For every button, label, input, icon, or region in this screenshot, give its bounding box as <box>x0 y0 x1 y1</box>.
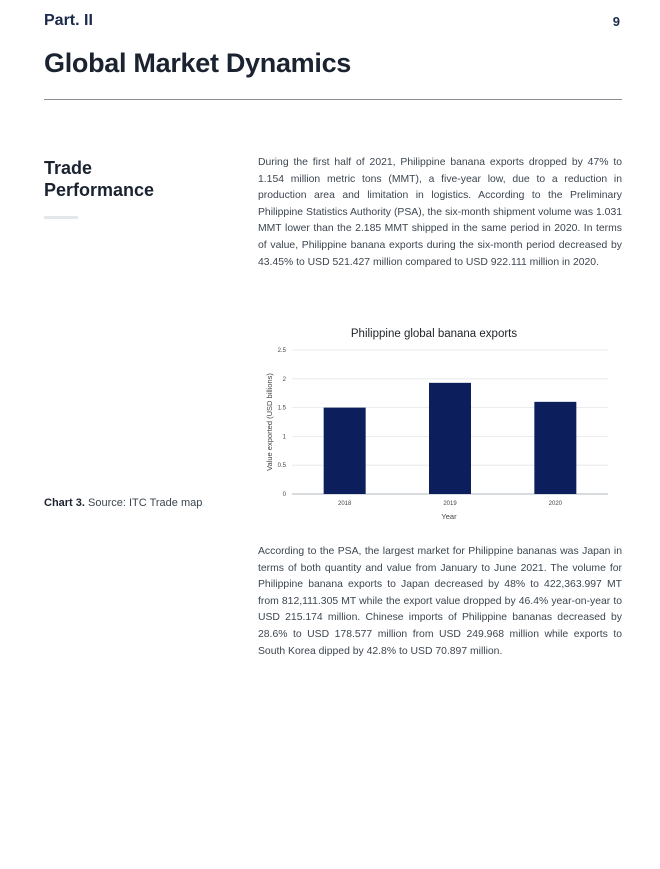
y-tick-label: 0 <box>282 492 286 498</box>
chart-caption <box>44 497 202 509</box>
bar-2019 <box>429 383 471 494</box>
x-tick-label: 2018 <box>337 501 352 507</box>
paragraph-trade-overview: During the first half of 2021, Philippine banana exports dropped by 47% to 1.154 million metric tons (MMT), a five-year low, due to a reduction in production area and limitation in logistics. According to the Preliminary Philippine Statistics Authority (PSA), the six-month shipment volume was 1.031 MMT lower than the 2.185 MMT shipped in the same period in 2020. In terms of value, Philippine banana exports during the six-month period decreased by 43.45% to USD 521.427 million compared to USD 922.111 million in 2020. <box>258 157 622 268</box>
bar-2020 <box>534 402 576 494</box>
y-axis-label: Value exported (USD billions) <box>265 373 274 471</box>
part-label: Part. II <box>44 12 93 29</box>
y-tick-label: 2 <box>282 376 286 383</box>
section-title: Trade Performance <box>44 158 155 200</box>
y-tick-label: 0.5 <box>277 463 286 470</box>
bar-2018 <box>324 408 366 494</box>
chart-caption-label: Chart 3. <box>44 497 85 509</box>
y-tick-label: 2.5 <box>277 348 286 354</box>
x-tick-label: 2019 <box>443 501 457 507</box>
banana-exports-chart <box>258 318 622 528</box>
y-tick-label: 1 <box>282 434 286 441</box>
x-tick-label: 2020 <box>548 501 563 507</box>
page-title: Global Market Dynamics <box>44 48 352 78</box>
y-tick-label: 1.5 <box>277 405 286 412</box>
page-number: 9 <box>612 14 620 29</box>
x-axis-label: Year <box>441 512 457 521</box>
section-accent-bar <box>44 216 78 219</box>
chart-canvas <box>258 318 622 528</box>
title-divider <box>44 99 622 100</box>
chart-caption-source: Source: ITC Trade map <box>88 497 203 509</box>
chart-title: Philippine global banana exports <box>350 328 518 340</box>
paragraph-market-breakdown: According to the PSA, the largest market for Philippine bananas was Japan in terms of both quantity and value from January to June 2021. The volume for Philippine banana exports to Japan decreased by 48% to 422,363.997 MT from 812,111.305 MT while the export value dropped by 46.4% year-on-year to USD 215.174 million. Chinese imports of Philippine bananas decreased by 28.6% to USD 178.577 million from USD 249.968 million while exports to South Korea dipped by 42.8% to USD 70.897 million. <box>258 546 622 657</box>
